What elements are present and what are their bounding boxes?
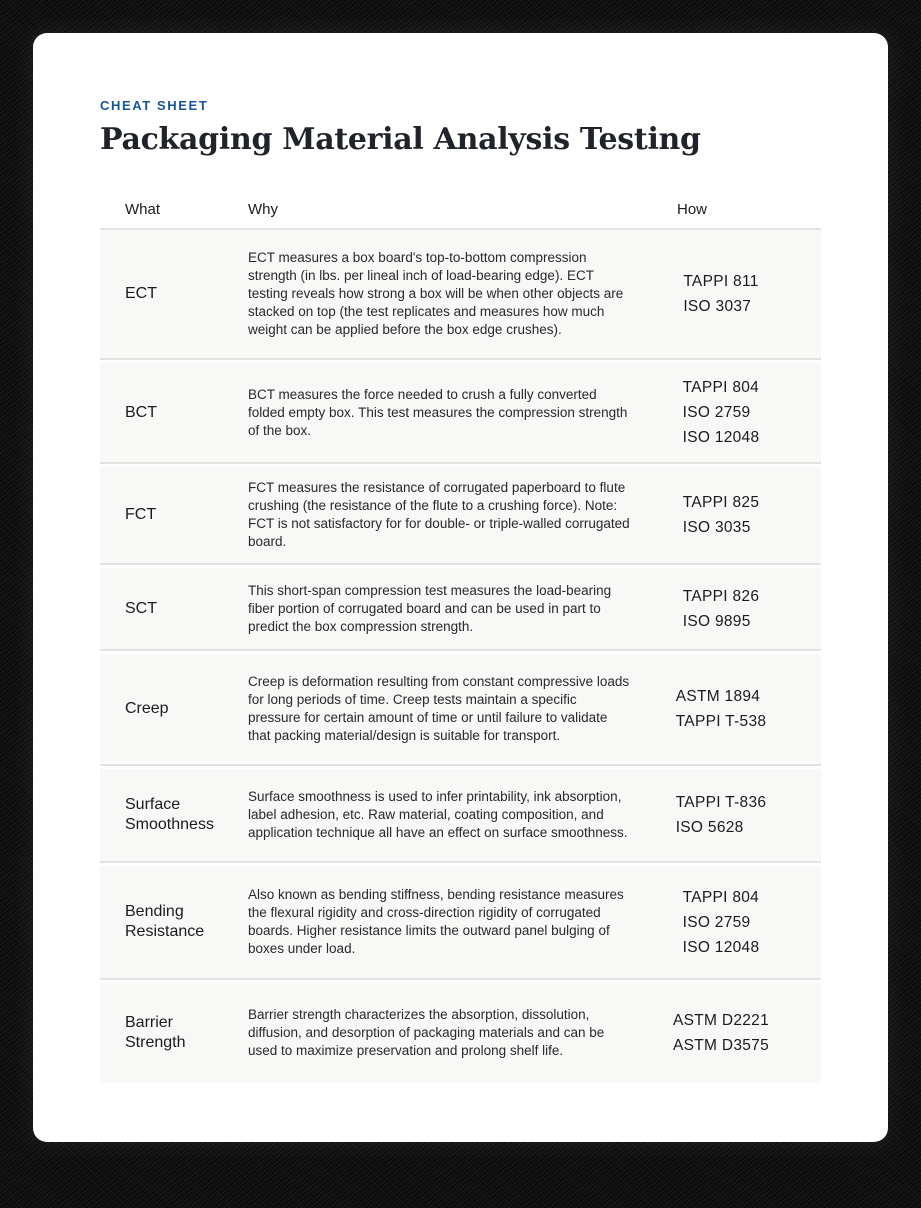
standard-item: TAPPI 811	[683, 273, 759, 290]
test-standards	[641, 269, 801, 319]
table-row	[100, 230, 821, 360]
test-description: BCT measures the force needed to crush a fully converted folded empty box. This test measures the compression strength of the box.	[248, 386, 628, 438]
test-standards	[641, 1008, 801, 1058]
test-standards	[641, 490, 801, 540]
standard-item: TAPPI 804	[682, 888, 760, 906]
test-name: ECT	[125, 285, 157, 302]
test-name: Creep	[125, 700, 169, 717]
cheat-sheet-card	[33, 33, 888, 1142]
test-name: Barrier Strength	[125, 1014, 186, 1051]
column-header-why: Why	[248, 201, 278, 218]
table-row	[100, 654, 821, 766]
standards-list	[683, 269, 758, 319]
standard-item: ASTM 1894	[675, 688, 761, 705]
table-header-row	[100, 201, 821, 230]
test-description: FCT measures the resistance of corrugated paperboard to flute crushing (the resistance of the flute to a crushing force). Note: FCT is not satisfactory for for double- or triple-walled corrugated board.	[248, 480, 630, 549]
test-description: Creep is deformation resulting from constant compressive loads for long periods of time. Creep tests maintain a specific pressure for certain amount of time or until failure to validate that packing material/design is suitable for transport.	[248, 674, 630, 743]
standard-item: TAPPI 825	[682, 494, 760, 511]
table-row	[100, 983, 821, 1083]
standards-list	[683, 885, 760, 960]
test-name: SCT	[125, 599, 157, 617]
standards-list	[676, 790, 767, 840]
standard-item: ISO 5628	[675, 819, 744, 836]
test-name: FCT	[125, 506, 157, 523]
test-standards	[641, 885, 801, 960]
test-description: Also known as bending stiffness, bending resistance measures the flexural rigidity and cross-direction rigidity of corrugated boards. Higher resistance limits the outward panel bulging of boxes under load.	[248, 887, 624, 956]
standard-item: ISO 9895	[682, 612, 751, 630]
table-row	[100, 467, 821, 565]
test-name: Bending Resistance	[125, 903, 205, 940]
standard-item: TAPPI T-538	[675, 713, 767, 730]
table-body	[100, 230, 821, 1083]
test-description: ECT measures a box board's top-to-bottom compression strength (in lbs. per lineal inch of load-bearing edge). ECT testing reveals how strong a box will be when other objects are stacked on top (the test replicates and measures how much weight can be applied before the box edge crushes).	[248, 250, 624, 337]
table-row	[100, 363, 821, 464]
test-standards	[641, 375, 801, 450]
eyebrow-label: CHEAT SHEET	[100, 98, 209, 113]
standard-item: ISO 12048	[682, 938, 760, 956]
test-description: Barrier strength characterizes the absorption, dissolution, diffusion, and desorption of packaging materials and can be used to maximize preservation and prolong shelf life.	[248, 1007, 605, 1058]
standard-item: ISO 3035	[682, 519, 751, 536]
test-standards	[641, 790, 801, 840]
standard-item: TAPPI 804	[682, 379, 760, 396]
column-header-what: What	[125, 201, 161, 218]
standard-item: TAPPI 826	[682, 587, 760, 605]
test-name: BCT	[125, 403, 157, 421]
standard-item: ISO 12048	[682, 429, 760, 446]
table-row	[100, 568, 821, 651]
test-description: Surface smoothness is used to infer printability, ink absorption, label adhesion, etc. Raw material, coating composition, and application technique all have an effect on surface smoothness.	[248, 789, 628, 840]
standard-item: ISO 2759	[682, 404, 751, 421]
standard-item: ISO 3037	[683, 298, 752, 315]
table-row	[100, 866, 821, 980]
test-description: This short-span compression test measures the load-bearing fiber portion of corrugated board and can be used in part to predict the box compression strength.	[248, 582, 612, 634]
table-row	[100, 769, 821, 863]
testing-table	[100, 201, 821, 1083]
standards-list	[683, 490, 760, 540]
test-name: Surface Smoothness	[125, 796, 214, 833]
standards-list	[683, 584, 760, 634]
standards-list	[673, 1008, 769, 1058]
test-standards	[641, 584, 801, 634]
standard-item: TAPPI T-836	[675, 794, 767, 811]
page-title: Packaging Material Analysis Testing	[100, 122, 701, 157]
standard-item: ASTM D2221	[672, 1012, 770, 1029]
standard-item: ASTM D3575	[672, 1037, 770, 1054]
standard-item: ISO 2759	[682, 913, 751, 931]
standards-list	[683, 375, 760, 450]
column-header-how: How	[677, 201, 708, 218]
standards-list	[676, 684, 767, 734]
test-standards	[641, 684, 801, 734]
